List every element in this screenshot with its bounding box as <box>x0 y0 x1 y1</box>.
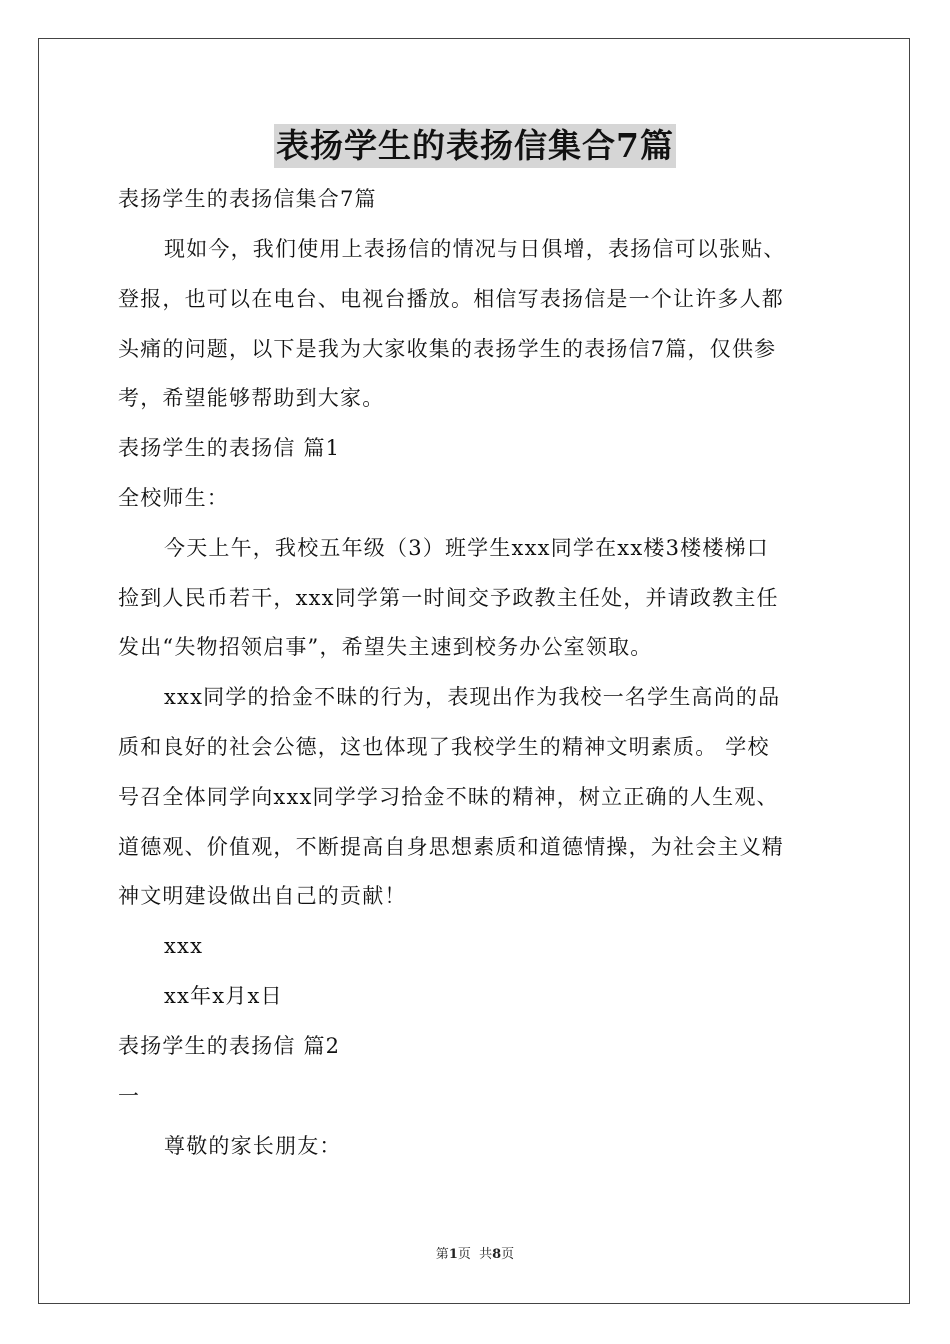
paragraph-line: 登报，也可以在电台、电视台播放。相信写表扬信是一个让许多人都 <box>118 287 784 311</box>
signature-date: xx年x月x日 <box>164 984 283 1008</box>
footer-mid: 页 共 <box>457 1247 493 1262</box>
section-heading: 表扬学生的表扬信 篇1 <box>118 436 341 460</box>
salutation: 尊敬的家长朋友： <box>164 1134 342 1158</box>
document-title: 表扬学生的表扬信集合7篇 <box>274 124 676 168</box>
paragraph-line: 质和良好的社会公德，这也体现了我校学生的精神文明素质。 学校 <box>118 735 770 759</box>
paragraph-line: 今天上午，我校五年级（3）班学生xxx同学在xx楼3楼楼梯口 <box>164 536 769 560</box>
footer-page-number: 1 <box>448 1247 458 1262</box>
section-heading: 表扬学生的表扬信 篇2 <box>118 1034 341 1058</box>
paragraph-line: 号召全体同学向xxx同学学习拾金不昧的精神，树立正确的人生观、 <box>118 785 779 809</box>
subtitle-line: 表扬学生的表扬信集合7篇 <box>118 187 377 211</box>
paragraph-line: 考，希望能够帮助到大家。 <box>118 386 385 410</box>
paragraph-line: 现如今，我们使用上表扬信的情况与日俱增，表扬信可以张贴、 <box>164 237 786 261</box>
title-container <box>0 124 950 168</box>
paragraph-line: 头痛的问题，以下是我为大家收集的表扬学生的表扬信7篇，仅供参 <box>118 337 777 361</box>
paragraph-line: 捡到人民币若干，xxx同学第一时间交予政教主任处，并请政教主任 <box>118 586 779 610</box>
signature-name: xxx <box>164 934 204 958</box>
paragraph-line: 神文明建设做出自己的贡献！ <box>118 884 407 908</box>
page-footer <box>0 1243 950 1262</box>
paragraph-line: xxx同学的拾金不昧的行为，表现出作为我校一名学生高尚的品 <box>164 685 781 709</box>
footer-prefix: 第 <box>435 1247 449 1262</box>
footer-suffix: 页 <box>501 1247 515 1262</box>
paragraph-line: 发出“失物招领启事”，希望失主速到校务办公室领取。 <box>118 635 653 659</box>
paragraph-line: 道德观、价值观，不断提高自身思想素质和道德情操，为社会主义精 <box>118 835 784 859</box>
subsection-marker: 一 <box>118 1084 141 1108</box>
page-border <box>38 38 910 1304</box>
footer-total-pages: 8 <box>492 1247 502 1262</box>
salutation: 全校师生： <box>118 486 229 510</box>
